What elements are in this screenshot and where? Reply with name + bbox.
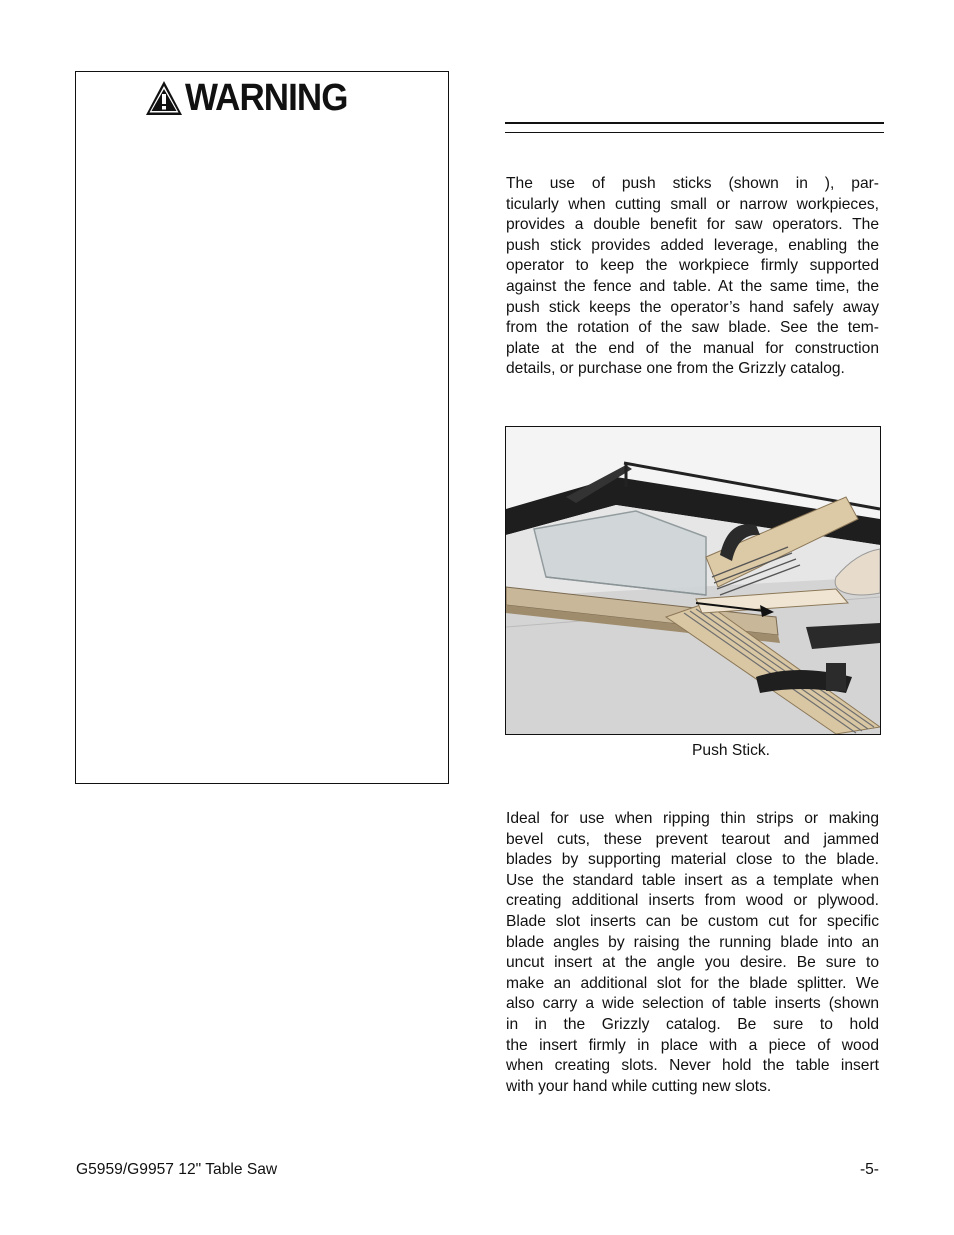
table-insert-paragraph: [506, 809, 879, 1097]
paragraph-line: bevel cuts, these prevent tearout and jammed: [506, 830, 879, 848]
push-stick-photo: [505, 426, 881, 735]
paragraph-line: make an additional slot for the blade splitter. We: [506, 974, 879, 992]
figure-caption: Push Stick.: [692, 742, 770, 759]
paragraph-line: against the fence and table. At the same time, the: [506, 277, 879, 295]
table-saw-illustration: [506, 427, 880, 734]
warning-triangle-icon: [144, 79, 184, 117]
paragraph-line: with your hand while cutting new slots.: [506, 1077, 772, 1095]
paragraph-line: also carry a wide selection of table inserts (shown: [506, 995, 879, 1013]
paragraph-line: provides a double benefit for saw operators. The: [506, 216, 879, 234]
paragraph-line: from the rotation of the saw blade. See the tem-: [506, 319, 879, 337]
paragraph-line: when creating slots. Never hold the table insert: [506, 1057, 879, 1075]
paragraph-line: Use the standard table insert as a template when: [506, 871, 879, 889]
footer-model: G5959/G9957 12" Table Saw: [76, 1161, 278, 1178]
paragraph-line: the insert firmly in place with a piece of wood: [506, 1036, 879, 1054]
paragraph-line: Blade slot inserts can be custom cut for specific: [506, 912, 879, 930]
paragraph-line: blades by supporting material close to the blade.: [506, 851, 879, 869]
paragraph-line: blade angles by raising the running blade into an: [506, 933, 879, 951]
section-rule-thick: [505, 122, 884, 124]
warning-box: [75, 71, 449, 784]
section-rule-thin: [505, 132, 884, 133]
paragraph-line: push stick provides added leverage, enabling the: [506, 236, 879, 254]
paragraph-line: ticularly when cutting small or narrow workpieces,: [506, 195, 879, 213]
paragraph-line: The use of push sticks (shown in ), par-: [506, 175, 879, 192]
paragraph-line: push stick keeps the operator’s hand safely away: [506, 298, 879, 316]
push-stick-paragraph: [506, 174, 879, 380]
paragraph-line: Ideal for use when ripping thin strips or making: [506, 810, 879, 827]
warning-heading: [144, 78, 362, 118]
paragraph-line: operator to keep the workpiece firmly supported: [506, 257, 879, 275]
paragraph-line: in in the Grizzly catalog. Be sure to hold: [506, 1015, 879, 1033]
warning-title: WARNING: [185, 77, 348, 119]
paragraph-line: plate at the end of the manual for construction: [506, 339, 879, 357]
paragraph-line: creating additional inserts from wood or plywood.: [506, 892, 879, 910]
paragraph-line: uncut insert at the angle you desire. Be sure to: [506, 954, 879, 972]
paragraph-line: details, or purchase one from the Grizzly catalog.: [506, 360, 845, 378]
page-number: -5-: [859, 1161, 879, 1178]
